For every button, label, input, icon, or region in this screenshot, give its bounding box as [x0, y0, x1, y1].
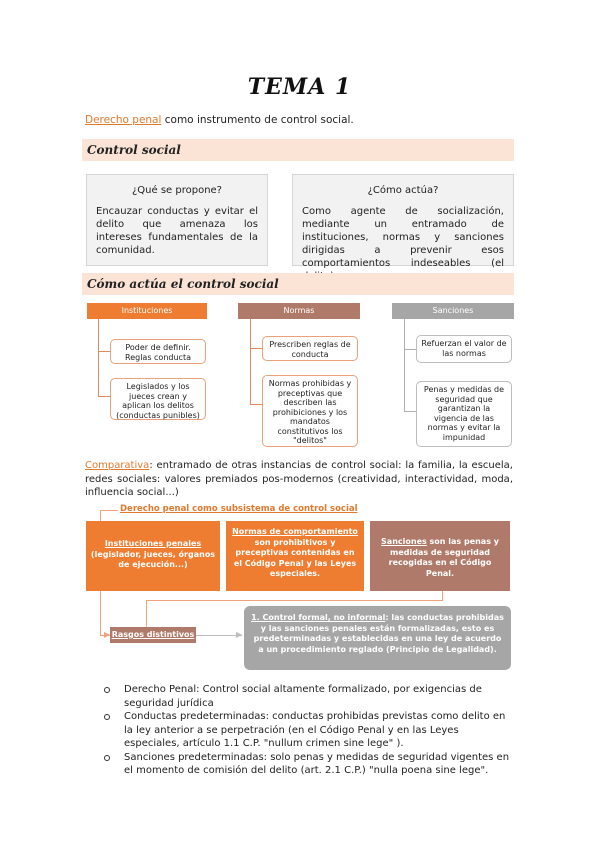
intro-line — [85, 114, 354, 126]
rasgos-label: Rasgos distintivos — [111, 630, 195, 639]
card-refuerzan: Refuerzan el valor de las normas — [416, 335, 512, 363]
bullet-list — [104, 683, 514, 778]
box-instituciones-penales — [86, 521, 220, 591]
box-body: son prohibitivos y preceptivas contenidas en el Código Penal y las Leyes especiales. — [233, 537, 357, 578]
header-sanciones: Sanciones — [392, 303, 514, 319]
intro-link[interactable]: Derecho penal — [85, 114, 162, 126]
box-head: Sanciones — [381, 537, 427, 546]
comparativa-label[interactable]: Comparativa — [85, 460, 150, 471]
section-band-como-actua — [82, 273, 514, 295]
question-box-propone — [86, 174, 268, 266]
box-body: son las penas y medidas de seguridad recogidas en el Código Penal. — [388, 537, 499, 578]
subsistema-title: Derecho penal como subsistema de control social — [120, 504, 358, 514]
answer-text: Como agente de socialización, mediante un entramado de instituciones, normas y sanciones dirigidas a prevenir esos comportamientos indeseables (el — [302, 206, 504, 269]
card-prescriben: Prescriben reglas de conducta — [262, 336, 358, 361]
question-text: ¿Qué se propone? — [131, 185, 222, 196]
page-title: TEMA 1 — [247, 74, 352, 100]
header-instituciones: Instituciones — [87, 303, 207, 319]
card-penas-medidas: Penas y medidas de seguridad que garantizan la vigencia de las normas y evitar la impunidad — [416, 381, 512, 447]
box-head: Instituciones penales — [104, 539, 202, 548]
box-sanciones — [370, 521, 510, 591]
box-head: Normas de comportamiento — [232, 527, 358, 536]
comparativa-paragraph — [85, 459, 513, 500]
comparativa-text: : entramado de otras instancias de control social: la familia, la escuela, redes sociales: valores premiados pos-modernos (creatividad, interactividad, moda, influencia social...) — [85, 460, 513, 498]
card-poder-definir: Poder de definir. Reglas conducta — [110, 339, 206, 364]
box-normas-comportamiento — [226, 521, 364, 591]
list-item: Sanciones predeterminadas: solo penas y medidas de seguridad vigentes en el momento de comisión del delito (art. 2.1 C.P.) "nulla poena sine lege". — [104, 751, 514, 778]
list-item: Conductas predeterminadas: conductas prohibidas previstas como delito en la ley anterior a se perpetración (en el Código Penal y en las Leyes especiales, artículo 1.1 C.P. "nullum crimen sine lege" ). — [104, 710, 514, 751]
card-normas-prohibidas: Normas prohibidas y preceptivas que describen las prohibiciones y los mandatos constitutivos los "delitos" — [262, 375, 358, 447]
list-item: Derecho Penal: Control social altamente formalizado, por exigencias de seguridad jurídica — [104, 683, 514, 710]
card-legislados: Legislados y los jueces crean y aplican los delitos (conductas punibles) — [110, 378, 206, 420]
header-normas: Normas — [238, 303, 360, 319]
arrow-icon: ▶ — [104, 630, 111, 639]
arrow-icon: ▶ — [236, 630, 243, 639]
box-body: : las conductas prohibidas y las sanciones penales están formalizadas, esto es predeterminadas y establecidas en una ley de acuerdo a un procedimiento reglado (Principio de Legalidad). — [253, 613, 504, 654]
box-head: 1. Control formal, no informal — [251, 613, 386, 622]
section-band-control-social — [82, 139, 514, 161]
box-body: (legislador, jueces, órganos de ejecución...) — [90, 549, 216, 569]
question-box-actua — [292, 174, 514, 269]
box-control-formal — [244, 606, 511, 670]
question-text: ¿Cómo actúa? — [367, 185, 439, 196]
rasgos-distintivos — [110, 627, 196, 643]
section-label: Cómo actúa el control social — [87, 277, 279, 291]
section-label: Control social — [87, 143, 181, 157]
intro-text: como instrumento de control social. — [161, 114, 354, 126]
answer-text: Encauzar conductas y evitar el delito que amenaza los intereses fundamentales de la comunidad. — [96, 206, 258, 256]
